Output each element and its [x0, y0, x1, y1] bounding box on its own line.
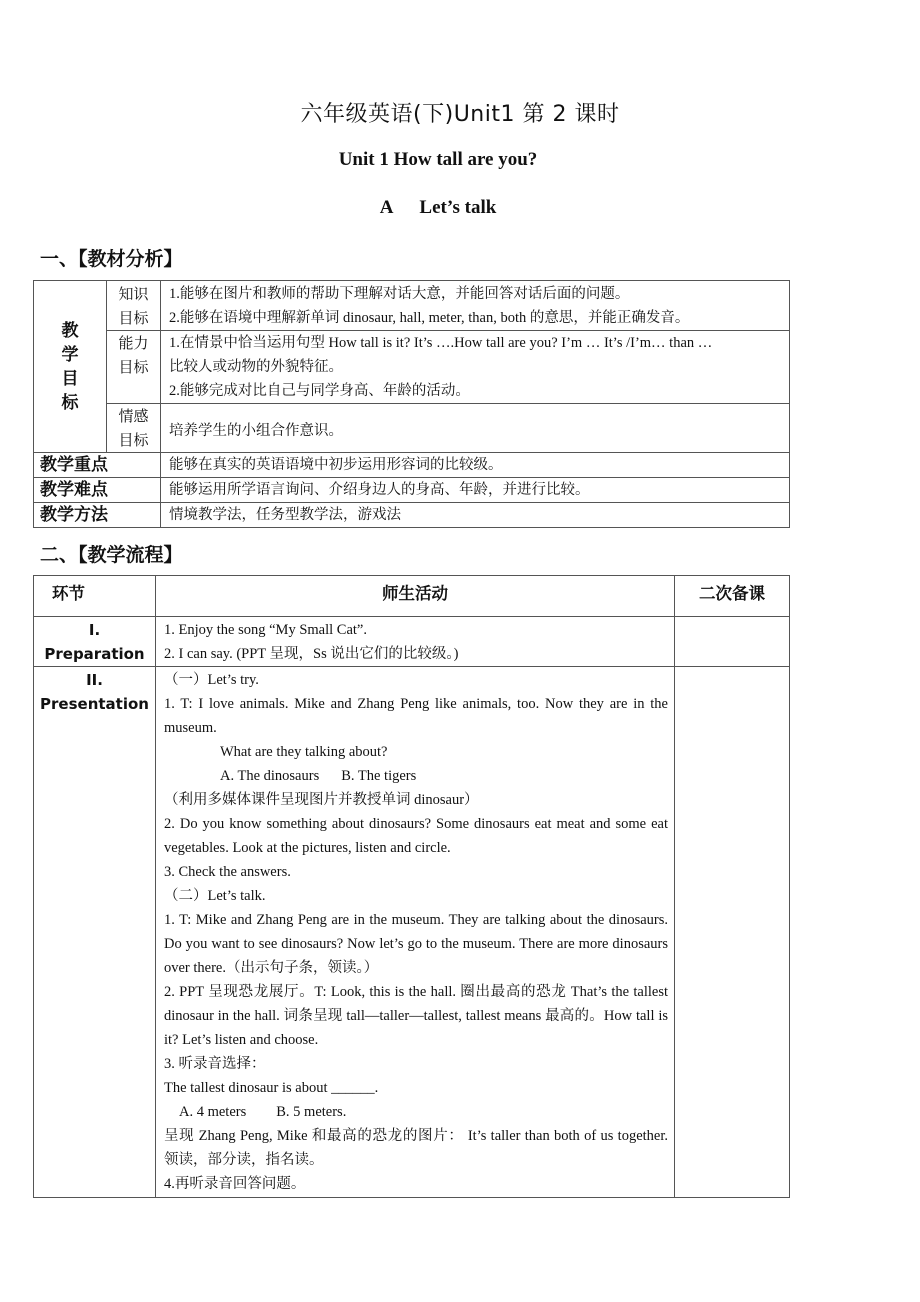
activity-line: 2. Do you know something about dinosaurs? Some dinosaurs eat meat and some eat vegetables. Look at the pictures, listen and circle. — [164, 816, 668, 856]
activity-line: 呈现 Zhang Peng, Mike 和最高的恐龙的图片： It’s taller than both of us together. 领读，部分读，指名读。 — [164, 1128, 668, 1168]
stage-label-preparation — [34, 617, 156, 667]
objectives-label-char: 标 — [61, 392, 79, 413]
objective-row-ability — [34, 331, 790, 404]
objective-line: 1.能够在图片和教师的帮助下理解对话大意，并能回答对话后面的问题。 — [169, 285, 630, 302]
activity-line: （一）Let’s try. — [164, 672, 259, 688]
activity-line: 1. T: Mike and Zhang Peng are in the museum. They are talking about the dinosaurs. Do you want to see dinosaurs? Now let’s go to the museum. There are more dinosaurs over there.（出示句子条，领读。） — [164, 912, 668, 976]
column-header-activities: 师生活动 — [156, 576, 675, 617]
stage-name: Preparation — [44, 645, 145, 663]
stage-row-presentation — [34, 667, 790, 1198]
emotion-objective-content — [161, 404, 790, 453]
option-a: A. 4 meters — [179, 1104, 247, 1120]
column-header-notes: 二次备课 — [675, 576, 790, 617]
lesson-name: Let’s talk — [419, 197, 497, 218]
lesson-part: A — [379, 197, 394, 218]
unit-title: Unit 1 How tall are you? — [338, 149, 538, 170]
teaching-method-value: 情境教学法，任务型教学法，游戏法 — [161, 503, 790, 528]
objective-line: 比较人或动物的外貌特征。 — [169, 359, 343, 375]
stage-activities-preparation — [156, 617, 675, 667]
stage-number: I. — [88, 621, 101, 639]
objective-line: 2.能够在语境中理解新单词 dinosaur, hall, meter, than, both 的意思，并能正确发音。 — [169, 309, 690, 326]
column-header-stage: 环节 — [34, 576, 156, 617]
material-analysis-table — [33, 280, 790, 528]
objective-row-emotion — [34, 404, 790, 453]
label-line: 能力 — [118, 334, 149, 352]
process-header-row — [34, 576, 790, 617]
teaching-difficulty-row — [34, 478, 790, 503]
teaching-focus-value: 能够在真实的英语语境中初步运用形容词的比较级。 — [161, 453, 790, 478]
activity-line: 3. Check the answers. — [164, 864, 291, 880]
label-line: 知识 — [118, 284, 149, 303]
knowledge-objective-label — [107, 281, 161, 331]
section-heading-material-analysis: 一、【教材分析】 — [40, 248, 183, 270]
stage-activities-presentation — [156, 667, 675, 1198]
activity-line: （二）Let’s talk. — [164, 888, 266, 904]
activity-options — [164, 1100, 668, 1124]
option-b: B. 5 meters. — [276, 1104, 347, 1120]
knowledge-objective-content — [161, 281, 790, 331]
objective-line: 1.在情景中恰当运用句型 How tall is it? It’s ….How tall are you? I’m … It’s /I’m… than … — [169, 335, 713, 351]
activity-line: 2. I can say. (PPT 呈现，Ss 说出它们的比较级。) — [164, 646, 459, 662]
lesson-subtitle — [0, 197, 876, 219]
teaching-method-label: 教学方法 — [34, 503, 161, 528]
teaching-focus-row — [34, 453, 790, 478]
ability-objective-content — [161, 331, 790, 404]
activity-line: （利用多媒体课件呈现图片并教授单词 dinosaur） — [164, 792, 479, 808]
option-a: A. The dinosaurs — [220, 768, 320, 784]
option-b: B. The tigers — [341, 768, 417, 784]
label-line: 目标 — [118, 358, 149, 376]
activity-line: What are they talking about? — [220, 744, 388, 760]
document-title: 六年级英语(下)Unit1 第 2 课时 — [300, 102, 620, 127]
activity-line: The tallest dinosaur is about ______. — [164, 1080, 379, 1096]
activity-line: 1. Enjoy the song “My Small Cat”. — [164, 622, 367, 638]
objectives-label-char: 学 — [61, 344, 79, 365]
emotion-objective-label — [107, 404, 161, 453]
stage-name: Presentation — [40, 695, 149, 713]
stage-number: II. — [86, 671, 103, 689]
activity-line: 3. 听录音选择： — [164, 1056, 266, 1072]
objective-line: 培养学生的小组合作意识。 — [169, 423, 343, 439]
objectives-label — [34, 281, 107, 453]
objectives-label-char: 目 — [61, 368, 79, 389]
section-heading-teaching-process: 二、【教学流程】 — [40, 544, 183, 566]
teaching-method-row — [34, 503, 790, 528]
teaching-focus-label: 教学重点 — [34, 453, 161, 478]
activity-line: 2. PPT 呈现恐龙展厅。T: Look, this is the hall. 圈出最高的恐龙 That’s the tallest dinosaur in the hall. 词条呈现 tall—taller—tallest, tallest means 最高的。How tall is it? Let’s listen and choose. — [164, 984, 668, 1048]
activity-options — [164, 764, 668, 788]
objectives-label-char: 教 — [61, 320, 79, 341]
activity-line: 4.再听录音回答问题。 — [164, 1176, 306, 1192]
ability-objective-label — [107, 331, 161, 404]
stage-label-presentation — [34, 667, 156, 1198]
objective-row-knowledge — [34, 281, 790, 331]
teaching-difficulty-label: 教学难点 — [34, 478, 161, 503]
teaching-process-table — [33, 575, 790, 1198]
stage-row-preparation — [34, 617, 790, 667]
stage-notes-presentation — [675, 667, 790, 1198]
stage-notes-preparation — [675, 617, 790, 667]
teaching-difficulty-value: 能够运用所学语言询问、介绍身边人的身高、年龄，并进行比较。 — [161, 478, 790, 503]
activity-line: 1. T: I love animals. Mike and Zhang Peng like animals, too. Now they are in the museum. — [164, 696, 668, 736]
label-line: 情感 — [118, 407, 149, 425]
objective-line: 2.能够完成对比自己与同学身高、年龄的活动。 — [169, 383, 470, 399]
label-line: 目标 — [118, 431, 149, 449]
label-line: 目标 — [118, 308, 149, 327]
